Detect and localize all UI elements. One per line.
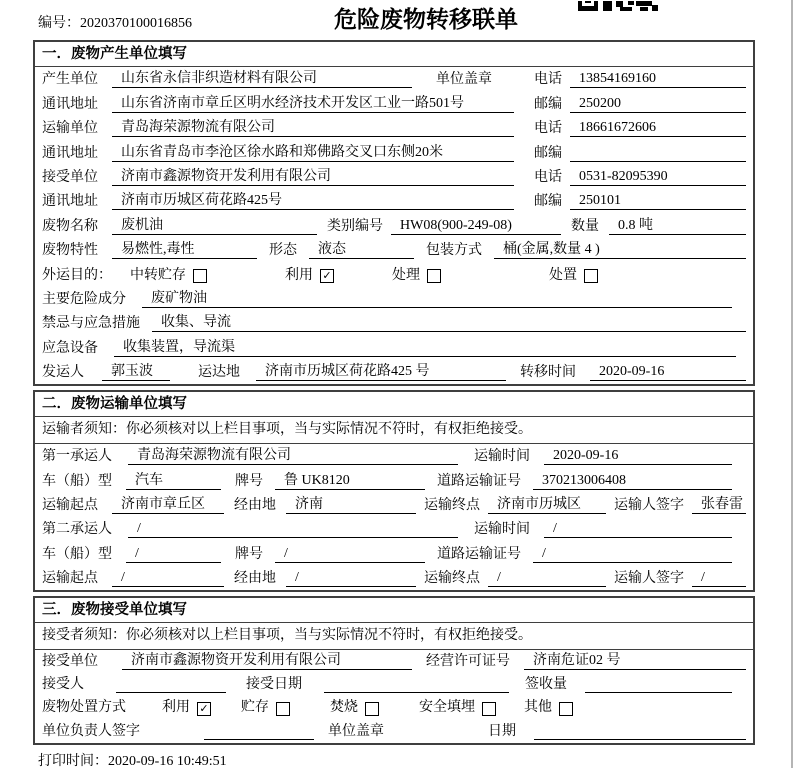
row-producer-unit (35, 67, 753, 91)
origin-label: 运输起点 (42, 570, 98, 586)
row-hazard-components (35, 287, 753, 311)
destination-label: 运达地 (198, 365, 240, 381)
checkbox-incineration (365, 702, 379, 716)
plate-number-label: 牌号 (235, 473, 263, 489)
checkbox-disposal (584, 269, 598, 283)
window-right-edge (791, 0, 793, 768)
producer-unit-value: 山东省永信非织造材料有限公司 (112, 70, 412, 88)
terminus-2-value: / (488, 569, 606, 587)
address-label: 通讯地址 (42, 96, 98, 112)
carrier-signature-value: 张春雷 (692, 496, 746, 514)
origin-value: 济南市章丘区 (112, 496, 224, 514)
option-label: 利用 (285, 267, 313, 283)
row-route-2 (35, 566, 753, 590)
responsible-signature-label: 单位负责人签字 (42, 723, 140, 739)
plate-number-2-value: / (275, 545, 425, 563)
first-carrier-value: 青岛海荣源物流有限公司 (128, 447, 458, 465)
road-permit-value: 370213006408 (533, 472, 732, 490)
second-carrier-value: / (128, 520, 458, 538)
shipper-label: 发运人 (42, 365, 84, 381)
receiving-unit-value: 济南市鑫源物资开发利用有限公司 (122, 652, 412, 670)
print-time-value: 2020-09-16 10:49:51 (108, 753, 227, 769)
hazard-components-label: 主要危险成分 (42, 291, 126, 307)
right-column (534, 192, 746, 210)
receiver-person-label: 接受人 (42, 677, 84, 693)
receiver-notice: 接受者须知：你必须核对以上栏目事项，当与实际情况不符时，有权拒绝接受。 (35, 623, 753, 650)
waste-name-label: 废物名称 (42, 218, 98, 234)
phone-label: 电话 (534, 121, 562, 137)
plate-number-value: 鲁 UK8120 (275, 472, 425, 490)
contraindications-value: 收集、导流 (152, 314, 746, 332)
option-reuse (285, 267, 334, 284)
transporter-notice: 运输者须知：你必须核对以上栏目事项，当与实际情况不符时，有权拒绝接受。 (35, 417, 753, 444)
address-label: 通讯地址 (42, 194, 98, 210)
row-waste-property (35, 238, 753, 262)
receiver-address-value: 济南市历城区荷花路425号 (112, 192, 514, 210)
destination-value: 济南市历城区荷花路425 号 (256, 363, 506, 381)
origin-2-value: / (112, 569, 224, 587)
right-column (534, 95, 746, 113)
option-treatment (392, 267, 441, 284)
packaging-value: 桶(金属,数量 4 ) (494, 241, 746, 259)
document-header (0, 0, 796, 40)
section-producer (33, 40, 755, 386)
row-vehicle-type-2 (35, 541, 753, 565)
row-second-carrier (35, 517, 753, 541)
qr-code-fragment (578, 0, 658, 16)
waste-property-value: 易燃性,毒性 (112, 241, 257, 259)
receiver-person-value (116, 692, 226, 693)
checkbox-landfill (482, 702, 496, 716)
phone-label: 电话 (534, 72, 562, 88)
shipper-value: 郭玉波 (102, 363, 170, 381)
row-transporter-address (35, 140, 753, 164)
checkbox-treatment (427, 269, 441, 283)
serial-number (38, 12, 192, 32)
quantity-value: 0.8 吨 (609, 217, 746, 235)
producer-phone-value: 13854169160 (570, 70, 746, 88)
row-receiving-unit (35, 650, 753, 673)
carrier-signature-label: 运输人签字 (614, 497, 684, 513)
road-permit-label: 道路运输证号 (437, 546, 521, 562)
serial-label: 编号： (38, 16, 80, 31)
transporter-phone-value: 18661672606 (570, 119, 746, 137)
terminus-value: 济南市历城区 (488, 496, 606, 514)
option-label: 利用 (162, 700, 190, 716)
postcode-label: 邮编 (534, 96, 562, 112)
disposal-method-label: 废物处置方式 (42, 700, 126, 716)
producer-postcode-value: 250200 (570, 95, 746, 113)
serial-value: 2020370100016856 (80, 16, 192, 31)
license-number-label: 经营许可证号 (426, 654, 510, 670)
checkmark: ✓ (199, 701, 209, 715)
page-title: 危险废物转移联单 (334, 6, 518, 32)
option-storage (241, 699, 290, 716)
category-code-label: 类别编号 (327, 218, 383, 234)
option-label: 处理 (392, 267, 420, 283)
manifest-form (33, 40, 755, 745)
right-column (534, 70, 746, 88)
section-transporter-title: 二．废物运输单位填写 (35, 392, 753, 417)
waste-name-value: 废机油 (112, 217, 317, 235)
transporter-address-value: 山东省青岛市李沧区徐水路和郑佛路交叉口东侧20米 (112, 144, 514, 162)
row-shipper (35, 360, 753, 384)
terminus-label: 运输终点 (424, 497, 480, 513)
postcode-label: 邮编 (534, 194, 562, 210)
receiver-unit-value: 济南市鑫源物资开发利用有限公司 (112, 168, 514, 186)
option-label: 焚烧 (330, 700, 358, 716)
form-state-label: 形态 (269, 243, 297, 259)
transporter-unit-value: 青岛海荣源物流有限公司 (112, 119, 514, 137)
print-time-label: 打印时间： (38, 753, 108, 769)
section-producer-title: 一．废物产生单位填写 (35, 42, 753, 67)
qr-code-icon (578, 1, 658, 11)
transport-time-label: 运输时间 (474, 522, 530, 538)
category-code-value: HW08(900-249-08) (391, 217, 561, 235)
transport-time-value: 2020-09-16 (544, 447, 732, 465)
option-label: 贮存 (241, 700, 269, 716)
terminus-label: 运输终点 (424, 570, 480, 586)
emergency-equipment-label: 应急设备 (42, 340, 98, 356)
hazard-components-value: 废矿物油 (142, 290, 732, 308)
via-2-value: / (286, 569, 416, 587)
checkbox-other (559, 702, 573, 716)
option-label: 中转贮存 (130, 267, 186, 283)
right-column (534, 168, 746, 186)
option-label: 其他 (524, 700, 552, 716)
receiver-phone-value: 0531-82095390 (570, 168, 746, 186)
row-route-1 (35, 493, 753, 517)
row-vehicle-type-1 (35, 468, 753, 492)
second-carrier-label: 第二承运人 (42, 522, 112, 538)
license-number-value: 济南危证02 号 (524, 652, 746, 670)
waste-property-label: 废物特性 (42, 243, 98, 259)
carrier-signature-2-value: / (692, 569, 746, 587)
section-transporter (33, 390, 755, 592)
receive-date-value (324, 692, 509, 693)
row-responsible-signature (35, 719, 753, 742)
date-label: 日期 (488, 723, 516, 739)
right-column (534, 119, 746, 137)
checkbox-transit-storage (193, 269, 207, 283)
vehicle-type-label: 车（船）型 (42, 546, 112, 562)
transport-time-2-value: / (544, 520, 732, 538)
row-waste-name (35, 213, 753, 237)
road-permit-2-value: / (533, 545, 732, 563)
right-column (534, 145, 746, 162)
transporter-postcode-value (570, 161, 746, 162)
via-label: 经由地 (234, 570, 276, 586)
option-incineration (330, 699, 379, 716)
receiver-unit-label: 接受单位 (42, 169, 98, 185)
transfer-date-label: 转移时间 (520, 365, 576, 381)
checkbox-reuse (320, 269, 334, 283)
receiving-unit-label: 接受单位 (42, 654, 98, 670)
phone-label: 电话 (534, 169, 562, 185)
transfer-purpose-label: 外运目的： (42, 267, 112, 283)
origin-label: 运输起点 (42, 497, 98, 513)
row-receiver-address (35, 189, 753, 213)
contraindications-label: 禁忌与应急措施 (42, 316, 140, 332)
unit-stamp-label: 单位盖章 (436, 72, 492, 88)
date-value (534, 739, 746, 740)
via-value: 济南 (286, 496, 416, 514)
option-disposal (549, 267, 598, 284)
section-receiver (33, 596, 755, 745)
postcode-label: 邮编 (534, 145, 562, 161)
checkbox-storage (276, 702, 290, 716)
row-first-carrier (35, 444, 753, 468)
row-transporter-unit (35, 116, 753, 140)
road-permit-label: 道路运输证号 (437, 473, 521, 489)
option-label: 安全填埋 (419, 700, 475, 716)
option-other (524, 699, 573, 716)
section-receiver-title: 三．废物接受单位填写 (35, 598, 753, 623)
form-state-value: 液态 (309, 241, 414, 259)
row-transfer-purpose (35, 262, 753, 286)
vehicle-type-value: 汽车 (126, 472, 221, 490)
received-quantity-label: 签收量 (525, 677, 567, 693)
row-producer-address (35, 91, 753, 115)
address-label: 通讯地址 (42, 145, 98, 161)
producer-unit-label: 产生单位 (42, 72, 98, 88)
option-landfill (419, 699, 496, 716)
option-label: 处置 (549, 267, 577, 283)
print-time (38, 750, 796, 770)
received-quantity-value (585, 692, 732, 693)
transfer-date-value: 2020-09-16 (590, 363, 746, 381)
emergency-equipment-value: 收集装置，导流渠 (114, 339, 736, 357)
plate-number-label: 牌号 (235, 546, 263, 562)
option-reuse (162, 699, 211, 716)
carrier-signature-label: 运输人签字 (614, 570, 684, 586)
quantity-label: 数量 (571, 218, 599, 234)
packaging-label: 包装方式 (426, 243, 482, 259)
vehicle-type-label: 车（船）型 (42, 473, 112, 489)
unit-stamp-label: 单位盖章 (328, 723, 384, 739)
row-receiver-person (35, 673, 753, 696)
checkmark: ✓ (322, 269, 332, 283)
row-receiver-unit (35, 165, 753, 189)
vehicle-type-2-value: / (126, 545, 221, 563)
transporter-unit-label: 运输单位 (42, 121, 98, 137)
responsible-signature-value (204, 739, 314, 740)
receiver-postcode-value: 250101 (570, 192, 746, 210)
via-label: 经由地 (234, 497, 276, 513)
checkbox-reuse (197, 702, 211, 716)
row-emergency-equipment (35, 335, 753, 359)
producer-address-value: 山东省济南市章丘区明水经济技术开发区工业一路501号 (112, 95, 514, 113)
transport-time-label: 运输时间 (474, 449, 530, 465)
option-transit-storage (130, 267, 207, 284)
first-carrier-label: 第一承运人 (42, 449, 112, 465)
row-disposal-method (35, 696, 753, 719)
row-contraindications (35, 311, 753, 335)
receive-date-label: 接受日期 (246, 677, 302, 693)
